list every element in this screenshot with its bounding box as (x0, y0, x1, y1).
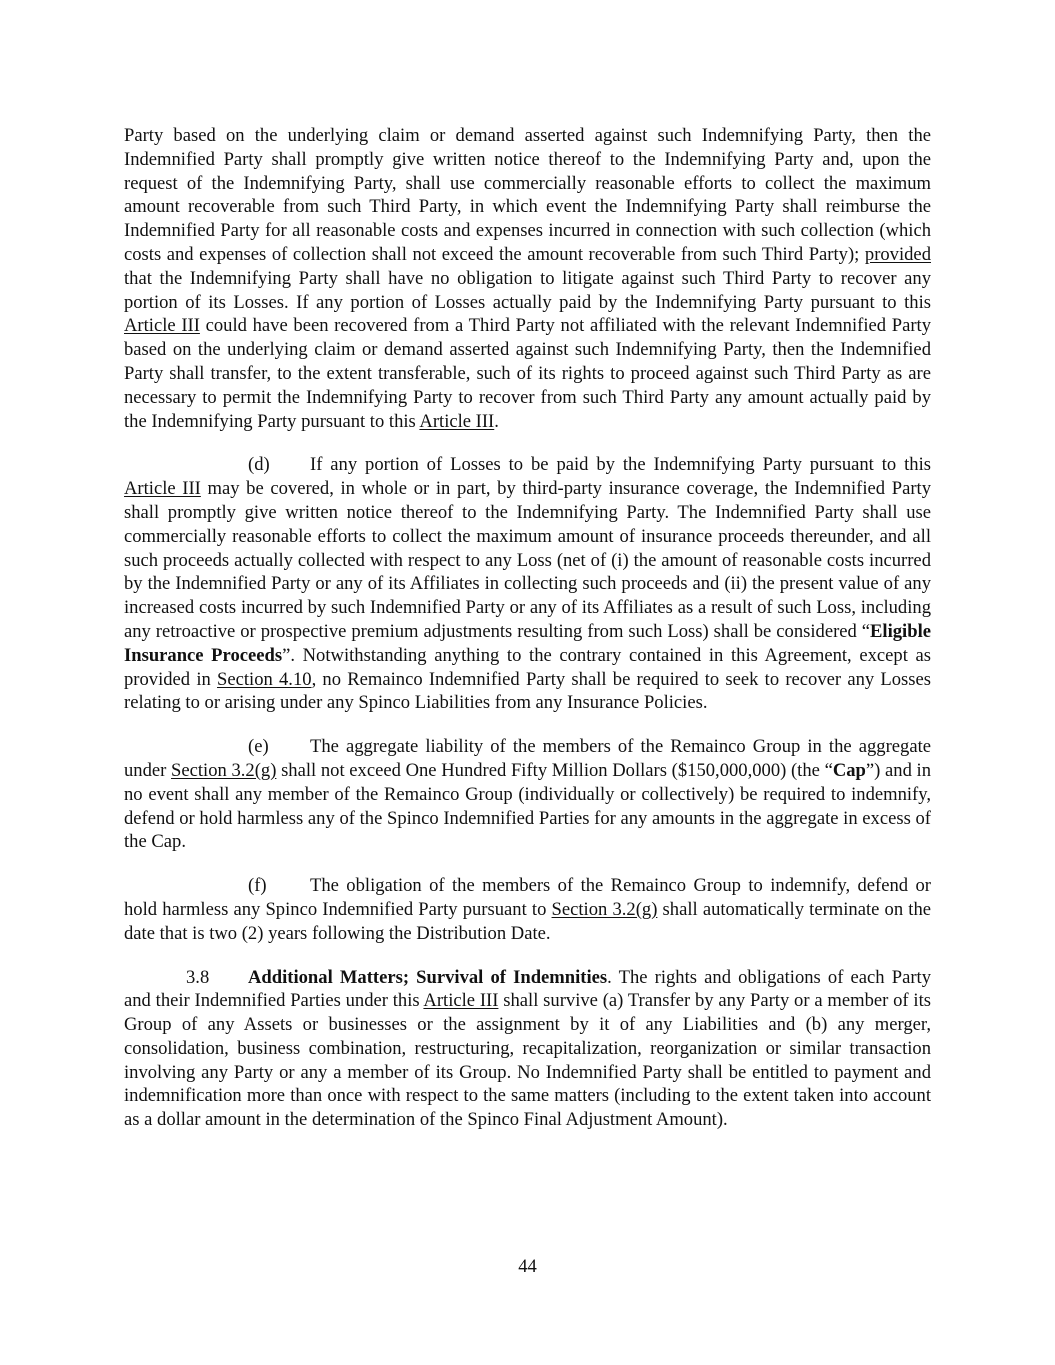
paragraph-d (124, 453, 931, 715)
defined-term-cap: Cap (832, 759, 866, 781)
paragraph-label: (f) (248, 875, 267, 897)
text-run: If any portion of Losses to be paid by the Indemnifying Party pursuant to this (310, 454, 931, 476)
reference-section-3-2-g: Section 3.2(g) (171, 759, 277, 781)
paragraph-label: (d) (248, 454, 270, 476)
text-run: shall automatically terminate on the date that is two (2) years following the Distribution Date. (124, 898, 932, 944)
text-run: . The rights and obligations of each Party and their Indemnified Parties under this (124, 966, 931, 1012)
text-run: could have been recovered from a Third Party not affiliated with the relevant Indemnified Party based on the underlying claim or demand asserted against such Indemnifying Party, then the Indemnified Party shall transfer, to the extent transferable, such of its rights to proceed against such Third Party as are necessary to permit the Indemnifying Party to recover from such Third Party any amount actually paid by the Indemnifying Party pursuant to this (124, 315, 931, 432)
text-run: . (494, 410, 499, 432)
text-run: that the Indemnifying Party shall have no obligation to litigate against such Third Party to recover any portion of its Losses. If any portion of Losses actually paid by the Indemnifying Party pursuant to this (124, 267, 931, 313)
page-number: 44 (518, 1256, 537, 1277)
text-run: ”) and in no event shall any member of the Remainco Group (individually or collectively) be required to indemnify, defend or hold harmless any of the Spinco Indemnified Parties for any amounts in the aggregate in excess of the Cap. (124, 759, 932, 853)
section-number: 3.8 (186, 966, 210, 988)
reference-article-iii: Article III (423, 990, 499, 1012)
reference-article-iii: Article III (419, 410, 495, 432)
text-run: , no Remainco Indemnified Party shall be required to seek to recover any Losses relating to or arising under any Spinco Liabilities from any Insurance Policies. (124, 668, 932, 714)
paragraph-label: (e) (248, 736, 269, 758)
reference-section-3-2-g: Section 3.2(g) (551, 898, 658, 920)
text-run: The obligation of the members of the Remainco Group to indemnify, defend or hold harmless any Spinco Indemnified Party pursuant to (124, 875, 931, 920)
text-run: Party based on the underlying claim or demand asserted against such Indemnifying Party, then the Indemnified Party shall promptly give written notice thereof to the Indemnifying Party and, upon the request of the Indemnifying Party, shall use commercially reasonable efforts to collect the maximum amount recoverable from such Third Party, in which event the Indemnifying Party shall reimburse the Indemnified Party for all reasonable costs and expenses incurred in connection with such collection (which costs and expenses of collection shall not exceed the amount recoverable from such Third Party); (124, 125, 931, 265)
text-run: shall not exceed One Hundred Fifty Million Dollars ($150,000,000) (the “ (276, 759, 833, 781)
reference-article-iii: Article III (124, 315, 200, 337)
paragraph-f (124, 874, 931, 945)
section-3-8 (124, 966, 931, 1133)
paragraph-c-continuation (124, 124, 931, 433)
text-run: The aggregate liability of the members of the Remainco Group in the aggregate under (124, 736, 931, 781)
defined-term-eligible-insurance-proceeds: Eligible Insurance Proceeds (124, 620, 931, 666)
text-run: ”. Notwithstanding anything to the contrary contained in this Agreement, except as provided in (124, 644, 931, 690)
page-body (124, 124, 931, 1152)
text-run: may be covered, in whole or in part, by third-party insurance coverage, the Indemnified Party shall promptly give written notice thereof to the Indemnifying Party. The Indemnified Party shall use commercially reasonable efforts to collect the maximum amount of insurance proceeds thereunder, and all such proceeds actually collected with respect to any Loss (net of (i) the amount of reasonable costs incurred by the Indemnified Party or any of its Affiliates in collecting such proceeds and (ii) the present value of any increased costs incurred by such Indemnified Party or any of its Affiliates as a result of such Loss, including any retroactive or prospective premium adjustments resulting from such Loss) shall be considered “ (124, 478, 931, 642)
paragraph-e (124, 735, 931, 854)
reference-article-iii: Article III (124, 478, 201, 500)
text-run: shall survive (a) Transfer by any Party or a member of its Group of any Assets or businesses or the assignment by it of any Liabilities and (b) any merger, consolidation, business combination, restructuring, recapitalization, reorganization or similar transaction involving any Party or any a member of its Group. No Indemnified Party shall be entitled to payment and indemnification more than once with respect to the same matters (including to the extent taken into account as a dollar amount in the determination of the Spinco Final Adjustment Amount). (124, 990, 931, 1131)
reference-section-4-10: Section 4.10 (217, 668, 312, 690)
section-heading: Additional Matters; Survival of Indemnities (248, 966, 608, 988)
term-provided: provided (864, 243, 931, 265)
